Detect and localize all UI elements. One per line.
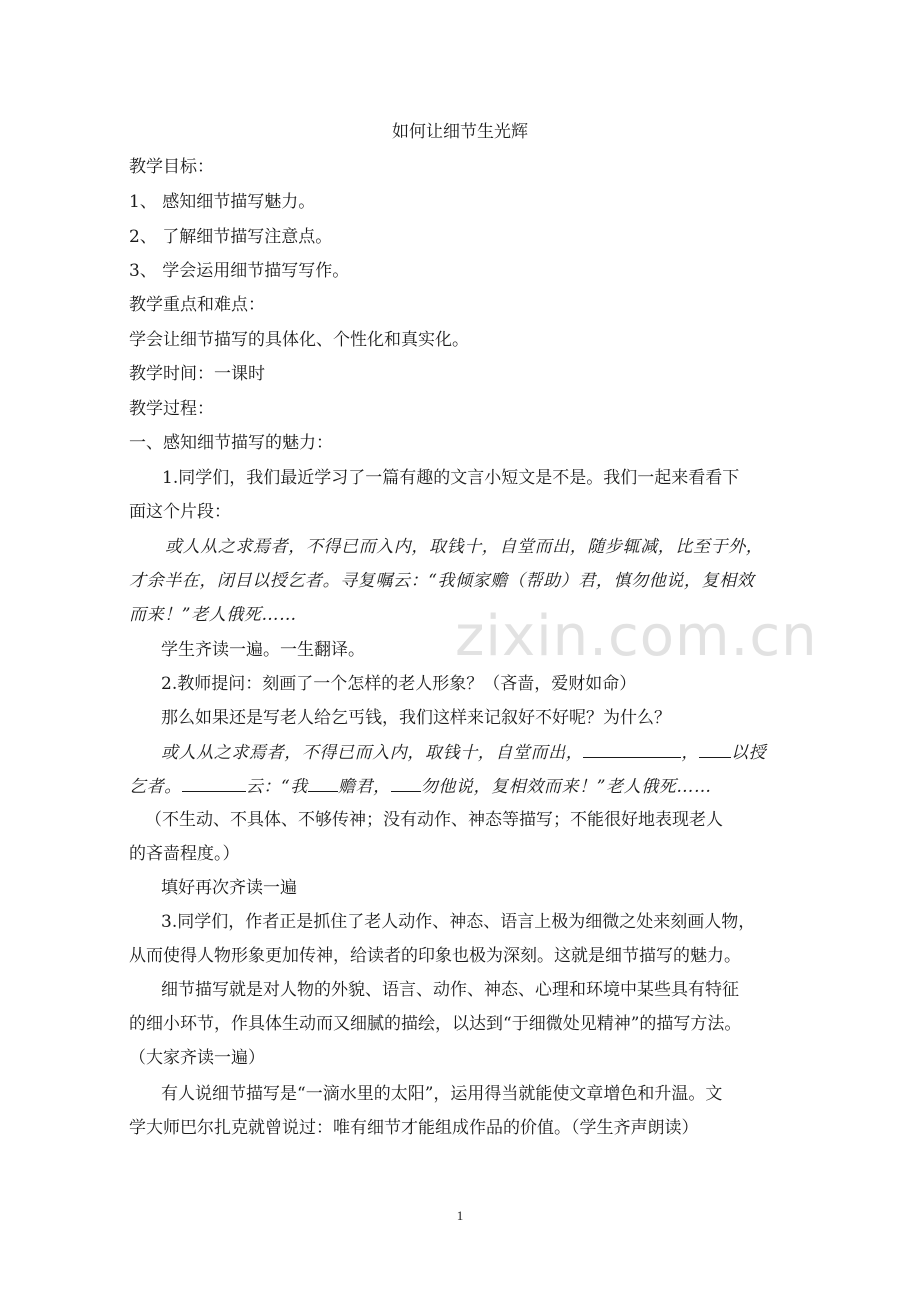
fill-text: 赡君， bbox=[337, 777, 391, 797]
paragraph-line: 有人说细节描写是“一滴水里的太阳”，运用得当就能使文章增色和升温。文 bbox=[161, 1084, 723, 1104]
fill-blank[interactable] bbox=[391, 775, 421, 792]
fill-blank[interactable] bbox=[583, 741, 681, 758]
fill-text: ， bbox=[681, 743, 700, 763]
paragraph-line: （大家齐读一遍） bbox=[129, 1048, 265, 1068]
key-points-text: 学会让细节描写的具体化、个性化和真实化。 bbox=[129, 330, 469, 350]
paragraph-line: 细节描写就是对人物的外貌、语言、动作、神态、心理和环境中某些具有特征 bbox=[161, 980, 739, 1000]
watermark: zixin.com.cn bbox=[455, 604, 818, 669]
question-line: 2.教师提问：刻画了一个怎样的老人形象？（吝啬，爱财如命） bbox=[161, 674, 637, 694]
fill-text: 云：“我 bbox=[245, 777, 308, 797]
fill-text: 勿他说，复相效而来！”老人俄死…… bbox=[420, 777, 712, 797]
fill-text: 以授 bbox=[731, 743, 767, 763]
paragraph-line: 1.同学们，我们最近学习了一篇有趣的文言小短文是不是。我们一起来看看下 bbox=[162, 468, 740, 488]
paragraph-line: 的吝啬程度。） bbox=[129, 844, 240, 864]
fill-text: 或人从之求焉者，不得已而入内，取钱十，自堂而出， bbox=[161, 743, 584, 763]
fill-blank[interactable] bbox=[308, 775, 338, 792]
paragraph-line: 学生齐读一遍。一生翻译。 bbox=[161, 640, 365, 660]
paragraph-line: 学大师巴尔扎克就曾说过：唯有细节才能组成作品的价值。（学生齐声朗读） bbox=[129, 1118, 699, 1138]
paragraph-line: 从而使得人物形象更加传神，给读者的印象也极为深刻。这就是细节描写的魅力。 bbox=[129, 946, 741, 966]
classical-quote-line: 才余半在，闭目以授乞者。寻复嘱云：“我倾家赡（帮助）君，慎勿他说，复相效 bbox=[129, 571, 755, 591]
classical-quote-line: 或人从之求焉者，不得已而入内，取钱十，自堂而出，随步辄减，比至于外， bbox=[165, 537, 764, 557]
paragraph-line: 的细小环节，作具体生动而又细腻的描绘，以达到“于细微处见精神”的描写方法。 bbox=[129, 1014, 742, 1034]
fill-in-line bbox=[129, 775, 712, 798]
classical-quote-line: 而来！”老人俄死…… bbox=[129, 605, 297, 625]
process-heading: 教学过程： bbox=[129, 399, 214, 419]
key-points-heading: 教学重点和难点： bbox=[129, 295, 265, 315]
fill-in-line bbox=[161, 741, 766, 764]
objective-item: 1、 感知细节描写魅力。 bbox=[129, 192, 316, 212]
objectives-heading: 教学目标： bbox=[129, 157, 214, 177]
fill-blank[interactable] bbox=[699, 741, 731, 758]
paragraph-line: 填好再次齐读一遍 bbox=[161, 878, 297, 898]
objective-item: 2、 了解细节描写注意点。 bbox=[129, 227, 333, 247]
fill-text: 乞者。 bbox=[129, 777, 182, 797]
paragraph-line: 3.同学们，作者正是抓住了老人动作、神态、语言上极为细微之处来刻画人物， bbox=[161, 912, 756, 932]
section-heading: 一、感知细节描写的魅力： bbox=[129, 433, 333, 453]
paragraph-line: 那么如果还是写老人给乞丐钱，我们这样来记叙好不好呢？为什么？ bbox=[161, 708, 671, 728]
paragraph-line: 面这个片段： bbox=[129, 502, 231, 522]
fill-blank[interactable] bbox=[182, 775, 246, 792]
paragraph-line: （不生动、不具体、不够传神；没有动作、神态等描写；不能很好地表现老人 bbox=[145, 810, 723, 830]
teaching-time: 教学时间：一课时 bbox=[129, 364, 265, 384]
page-number: 1 bbox=[456, 1208, 464, 1223]
objective-item: 3、 学会运用细节描写写作。 bbox=[129, 261, 350, 281]
document-title: 如何让细节生光辉 bbox=[392, 122, 528, 142]
